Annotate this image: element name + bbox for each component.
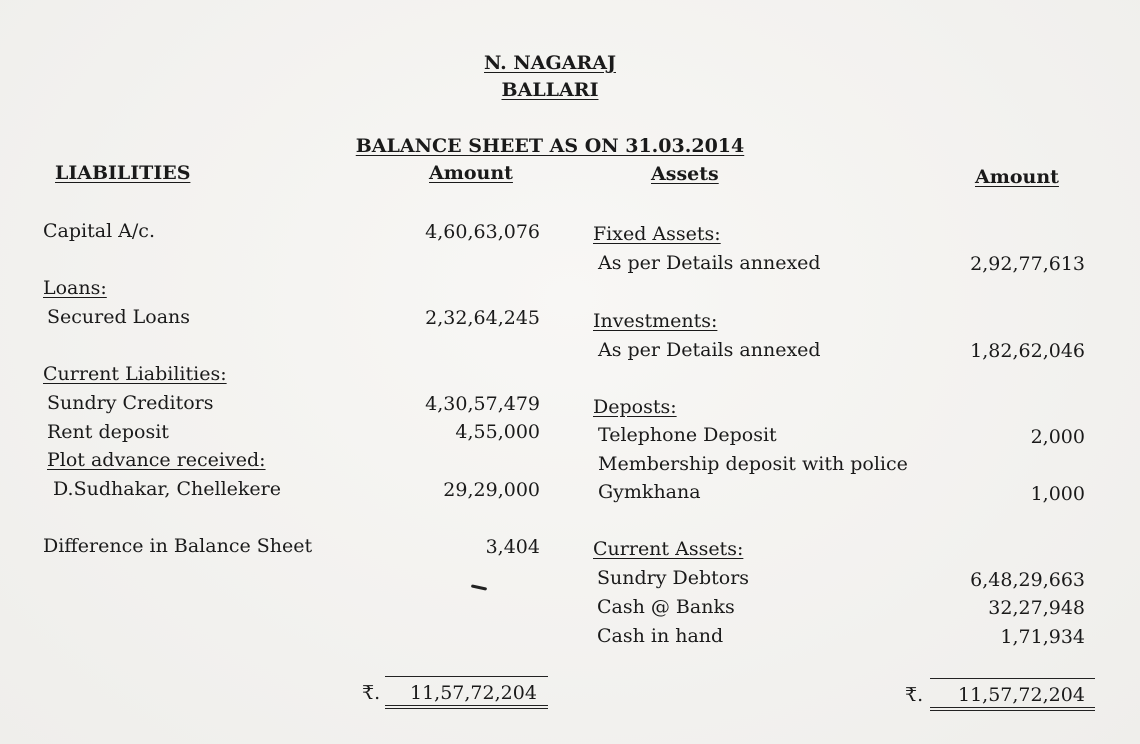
sundry-debtors-label: Sundry Debtors xyxy=(597,567,750,589)
plot-advance-label: D.Sudhakar, Chellekere xyxy=(53,478,281,500)
sundry-debtors-amount: 6,48,29,663 xyxy=(970,569,1085,591)
fixed-assets-amount: 2,92,77,613 xyxy=(970,253,1085,275)
plot-advance-amount: 29,29,000 xyxy=(443,479,540,501)
telephone-deposit-amount: 2,000 xyxy=(1030,426,1085,448)
membership-deposit-label: Membership deposit with police xyxy=(598,453,908,475)
plot-advance-heading: Plot advance received: xyxy=(47,449,266,471)
company-place: BALLARI xyxy=(501,79,599,101)
amount-right-heading: Amount xyxy=(975,166,1059,188)
cash-hand-amount: 1,71,934 xyxy=(1000,626,1085,648)
assets-currency: ₹. xyxy=(905,684,924,706)
sundry-creditors-amount: 4,30,57,479 xyxy=(425,393,540,415)
deposits-heading: Deposts: xyxy=(593,396,677,418)
sundry-creditors-label: Sundry Creditors xyxy=(47,392,214,414)
current-liabilities-heading: Current Liabilities: xyxy=(43,363,227,385)
capital-amount: 4,60,63,076 xyxy=(425,221,540,243)
capital-label: Capital A/c. xyxy=(43,220,155,242)
current-assets-heading: Current Assets: xyxy=(593,538,744,560)
liabilities-total-double-rule xyxy=(385,705,548,709)
assets-total: 11,57,72,204 xyxy=(958,684,1085,706)
rent-deposit-label: Rent deposit xyxy=(47,421,169,443)
difference-amount: 3,404 xyxy=(485,536,540,558)
cash-banks-label: Cash @ Banks xyxy=(597,596,735,618)
rent-deposit-amount: 4,55,000 xyxy=(455,421,540,443)
investments-amount: 1,82,62,046 xyxy=(970,340,1085,362)
liabilities-subtotal-rule xyxy=(385,676,548,677)
assets-total-double-rule xyxy=(930,707,1095,711)
cash-banks-amount: 32,27,948 xyxy=(988,597,1085,619)
fixed-assets-heading: Fixed Assets: xyxy=(593,223,721,245)
assets-subtotal-rule xyxy=(930,678,1095,679)
liabilities-total: 11,57,72,204 xyxy=(410,682,537,704)
amount-left-heading: Amount xyxy=(429,162,513,184)
pen-mark xyxy=(471,584,487,590)
investments-label: As per Details annexed xyxy=(598,339,821,361)
secured-loans-amount: 2,32,64,245 xyxy=(425,307,540,329)
loans-heading: Loans: xyxy=(43,277,107,299)
telephone-deposit-label: Telephone Deposit xyxy=(598,424,777,446)
liabilities-currency: ₹. xyxy=(362,682,381,704)
liabilities-heading: LIABILITIES xyxy=(55,162,191,184)
document-title: BALANCE SHEET AS ON 31.03.2014 xyxy=(355,135,745,157)
assets-heading: Assets xyxy=(651,163,719,185)
cash-hand-label: Cash in hand xyxy=(597,625,724,647)
investments-heading: Investments: xyxy=(593,310,718,332)
gymkhana-amount: 1,000 xyxy=(1030,483,1085,505)
fixed-assets-label: As per Details annexed xyxy=(598,252,821,274)
company-name: N. NAGARAJ xyxy=(484,52,616,74)
gymkhana-label: Gymkhana xyxy=(598,481,701,503)
difference-label: Difference in Balance Sheet xyxy=(43,535,313,557)
secured-loans-label: Secured Loans xyxy=(47,306,191,328)
